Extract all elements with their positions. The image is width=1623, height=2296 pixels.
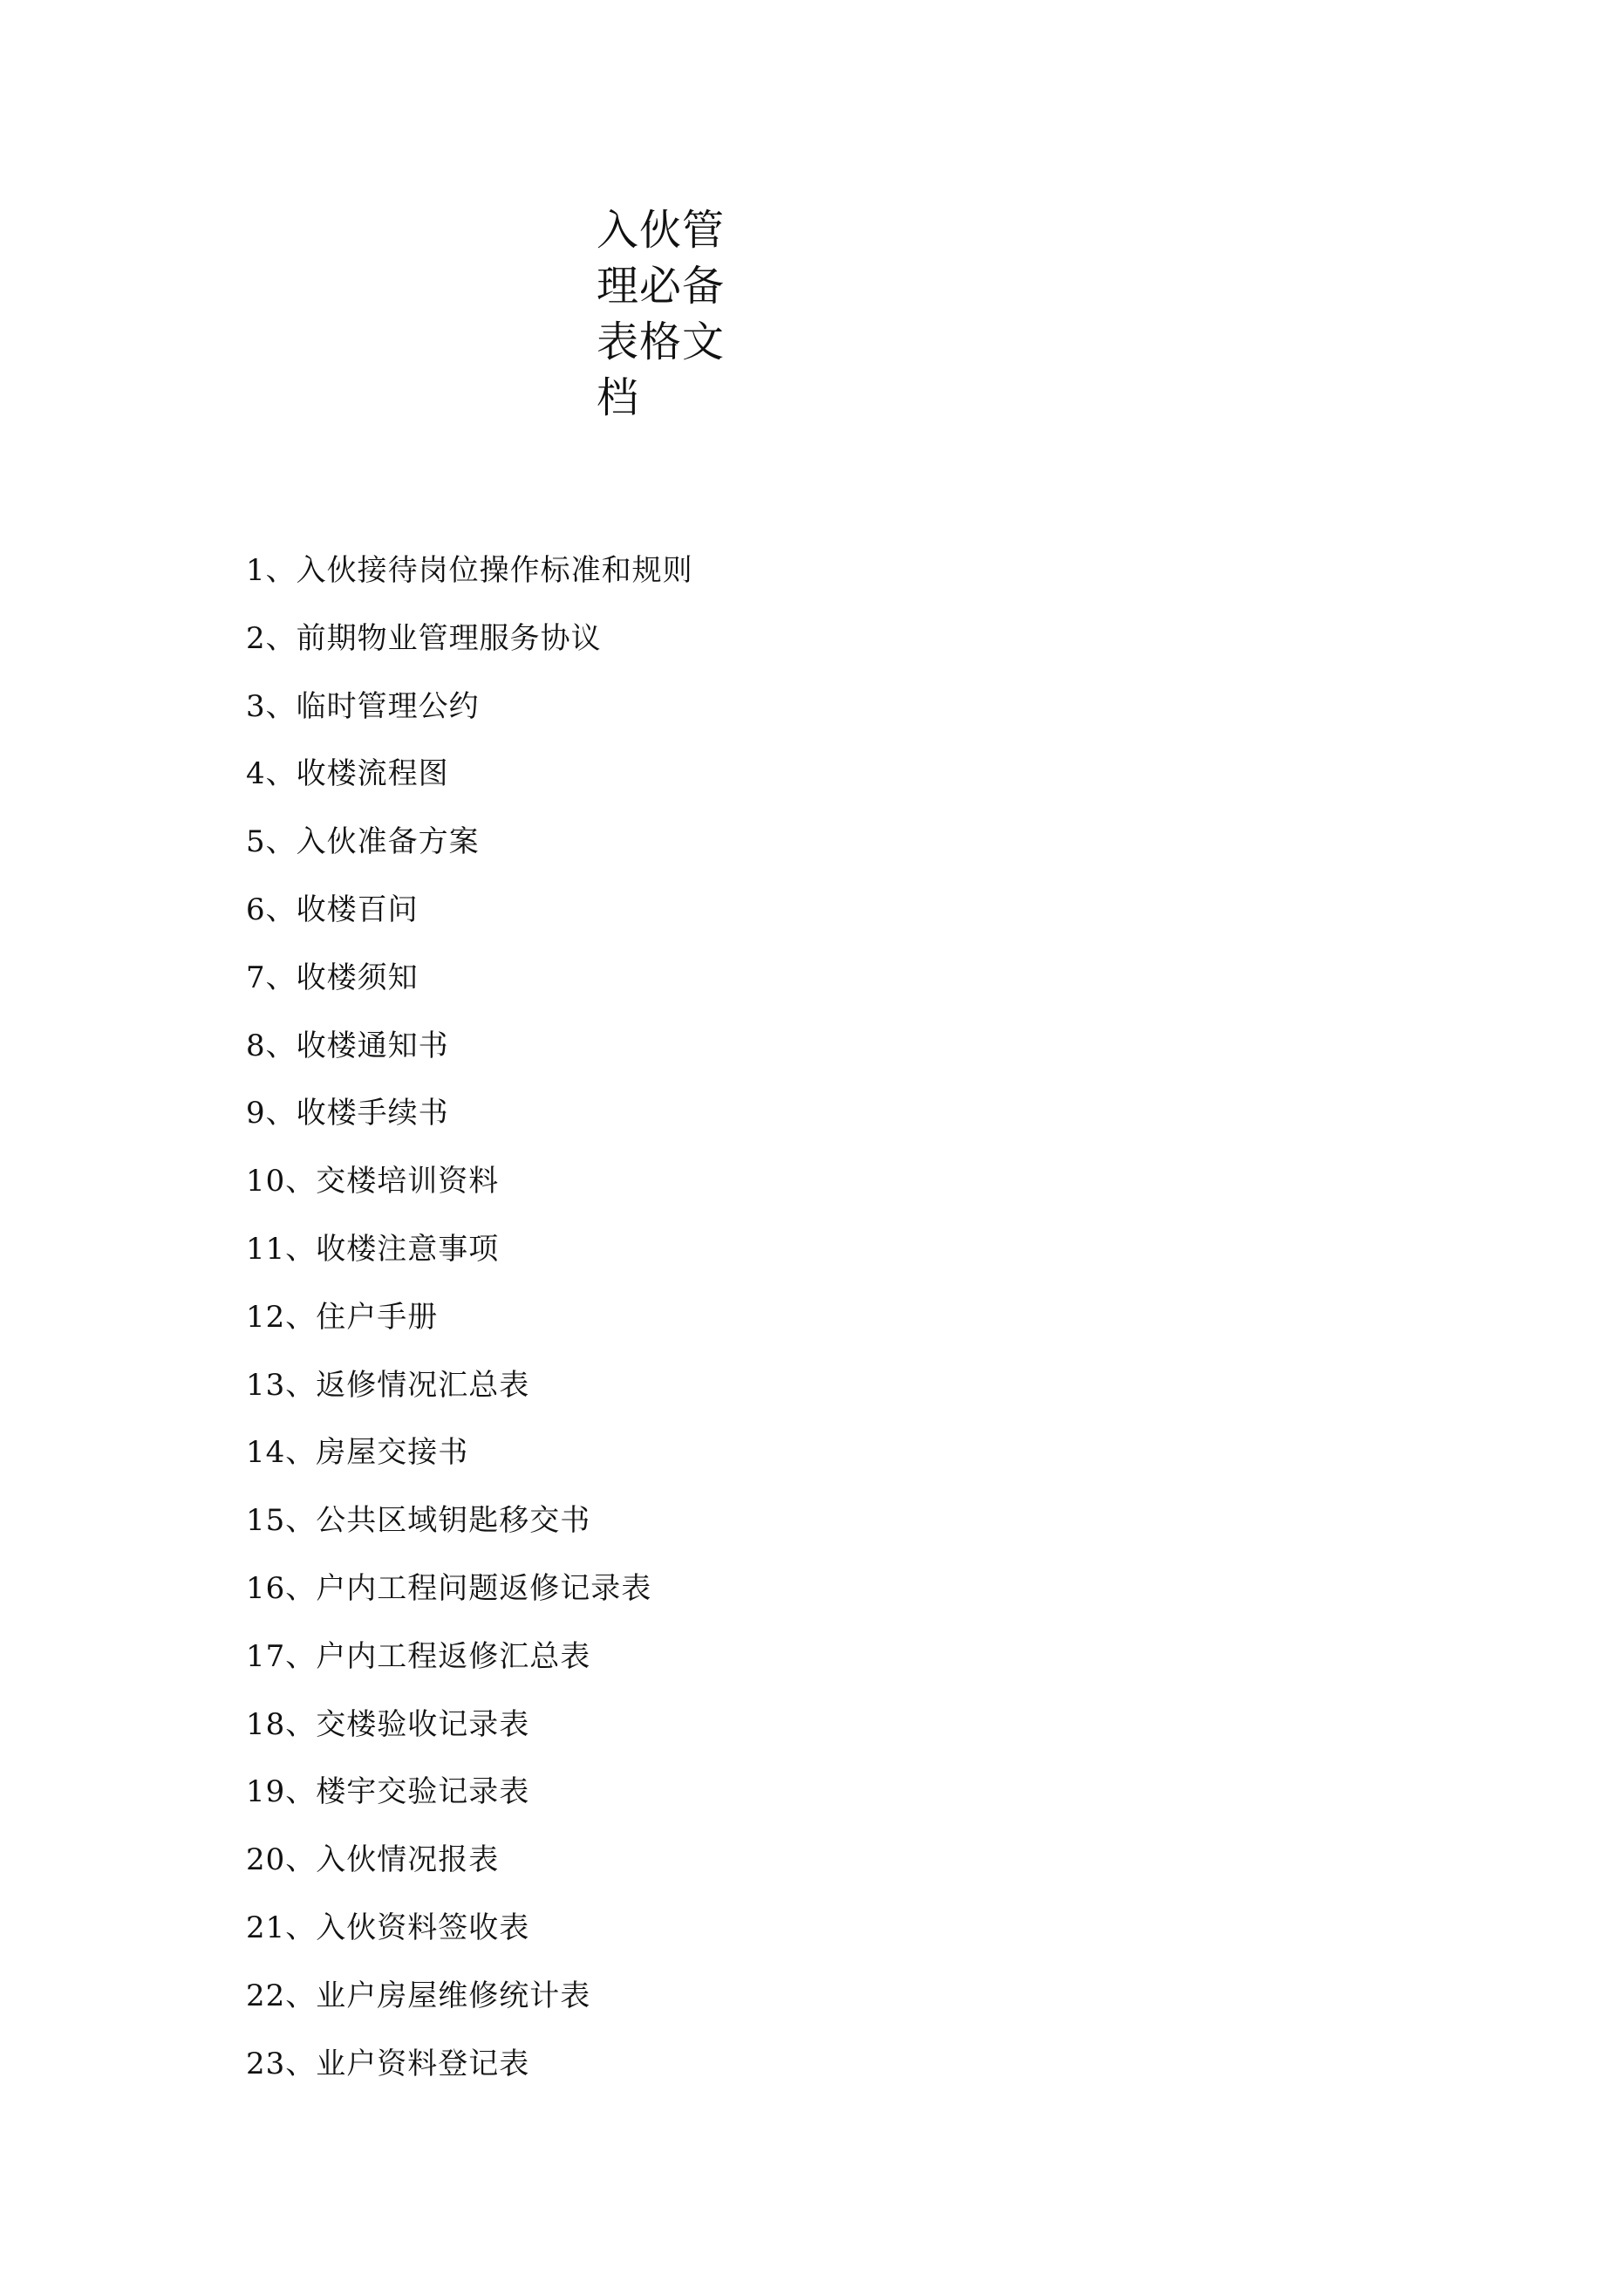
toc-item: 1、入伙接待岗位操作标准和规则	[246, 553, 693, 588]
toc-item: 16、户内工程问题返修记录表	[246, 1570, 652, 1606]
title-line: 表格文	[597, 318, 726, 366]
toc-item: 18、交楼验收记录表	[246, 1706, 530, 1742]
toc-item: 11、收楼注意事项	[246, 1231, 500, 1267]
toc-item: 17、户内工程返修汇总表	[246, 1638, 591, 1674]
toc-item: 20、入伙情况报表	[246, 1842, 500, 1878]
toc-item: 8、收楼通知书	[246, 1028, 449, 1063]
table-of-contents	[246, 546, 693, 2107]
toc-item: 7、收楼须知	[246, 960, 419, 995]
toc-item: 15、公共区域钥匙移交书	[246, 1503, 591, 1539]
toc-item: 3、临时管理公约	[246, 688, 480, 724]
toc-item: 14、房屋交接书	[246, 1435, 469, 1471]
toc-item: 12、住户手册	[246, 1299, 439, 1335]
toc-item: 22、业户房屋维修统计表	[246, 1978, 591, 2013]
toc-item: 4、收楼流程图	[246, 756, 449, 792]
title-line: 档	[597, 373, 640, 422]
title-line: 入伙管	[597, 206, 726, 255]
toc-item: 21、入伙资料签收表	[246, 1910, 530, 1945]
toc-item: 10、交楼培训资料	[246, 1164, 500, 1199]
toc-item: 13、返修情况汇总表	[246, 1367, 530, 1403]
toc-item: 5、入伙准备方案	[246, 824, 480, 860]
toc-item: 9、收楼手续书	[246, 1096, 449, 1131]
toc-item: 19、楼宇交验记录表	[246, 1774, 530, 1810]
toc-item: 6、收楼百问	[246, 892, 419, 927]
title-line: 理必备	[597, 262, 726, 311]
document-title	[597, 202, 727, 426]
toc-item: 2、前期物业管理服务协议	[246, 620, 602, 656]
toc-item: 23、业户资料登记表	[246, 2046, 530, 2081]
